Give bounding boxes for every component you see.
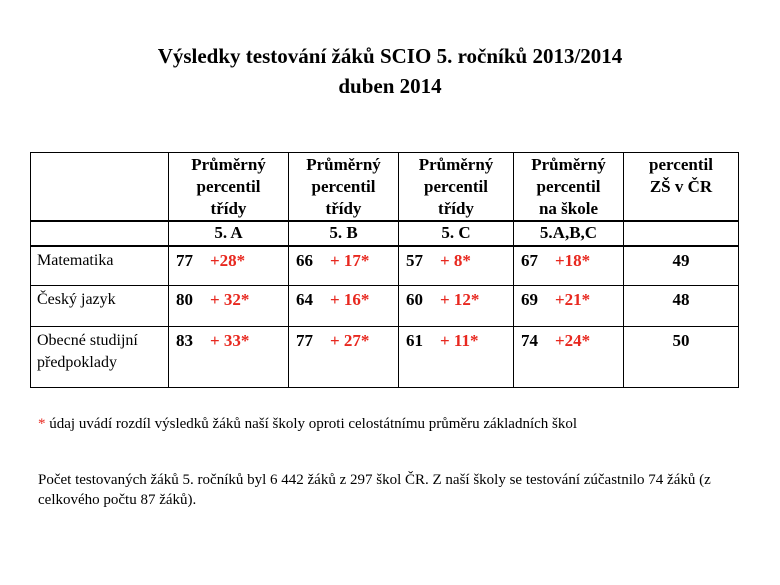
national-percentile: 48 — [624, 286, 739, 327]
national-percentile: 50 — [624, 327, 739, 388]
footnote-star: * — [38, 416, 46, 432]
class-corner — [31, 221, 169, 246]
table-row — [31, 286, 739, 327]
header-cell: Průměrný percentil třídy — [399, 153, 514, 222]
score-cell: 61 + 11* — [399, 327, 514, 388]
class-label: 5. A — [169, 221, 289, 246]
score-cell: 77 + 27* — [289, 327, 399, 388]
subject-label: Matematika — [31, 246, 169, 286]
score-cell: 80 + 32* — [169, 286, 289, 327]
footnote — [38, 416, 577, 433]
score-cell: 66 + 17* — [289, 246, 399, 286]
score-cell: 60 + 12* — [399, 286, 514, 327]
page-subtitle: duben 2014 — [338, 74, 442, 98]
header-cell: Průměrný percentil třídy — [169, 153, 289, 222]
corner-cell — [31, 153, 169, 222]
class-label: 5.A,B,C — [514, 221, 624, 246]
results-table — [30, 152, 739, 388]
header-cell: Průměrný percentil na škole — [514, 153, 624, 222]
class-label — [624, 221, 739, 246]
table-row — [31, 246, 739, 286]
summary-text: Počet testovaných žáků 5. ročníků byl 6 442 žáků z 297 škol ČR. Z naší školy se testování zúčastnilo 74 žáků (z celkového počtu 87 žáků). — [38, 472, 711, 508]
score-cell: 83 + 33* — [169, 327, 289, 388]
subject-label: Český jazyk — [31, 286, 169, 327]
footnote-text: údaj uvádí rozdíl výsledků žáků naší školy oproti celostátnímu průměru základních škol — [45, 416, 578, 432]
class-label: 5. C — [399, 221, 514, 246]
score-cell: 67 +18* — [514, 246, 624, 286]
class-label: 5. B — [289, 221, 399, 246]
score-cell: 74 +24* — [514, 327, 624, 388]
score-cell: 69 +21* — [514, 286, 624, 327]
header-cell: Průměrný percentil třídy — [289, 153, 399, 222]
page-title: Výsledky testování žáků SCIO 5. ročníků 2013/2014 — [157, 44, 623, 68]
header-cell: percentil ZŠ v ČR — [624, 153, 739, 222]
header-row — [31, 153, 739, 222]
table-row — [31, 327, 739, 388]
subject-label: Obecné studijní předpoklady — [31, 327, 169, 388]
score-cell: 57 + 8* — [399, 246, 514, 286]
national-percentile: 49 — [624, 246, 739, 286]
score-cell: 64 + 16* — [289, 286, 399, 327]
class-row — [31, 221, 739, 246]
score-cell: 77 +28* — [169, 246, 289, 286]
